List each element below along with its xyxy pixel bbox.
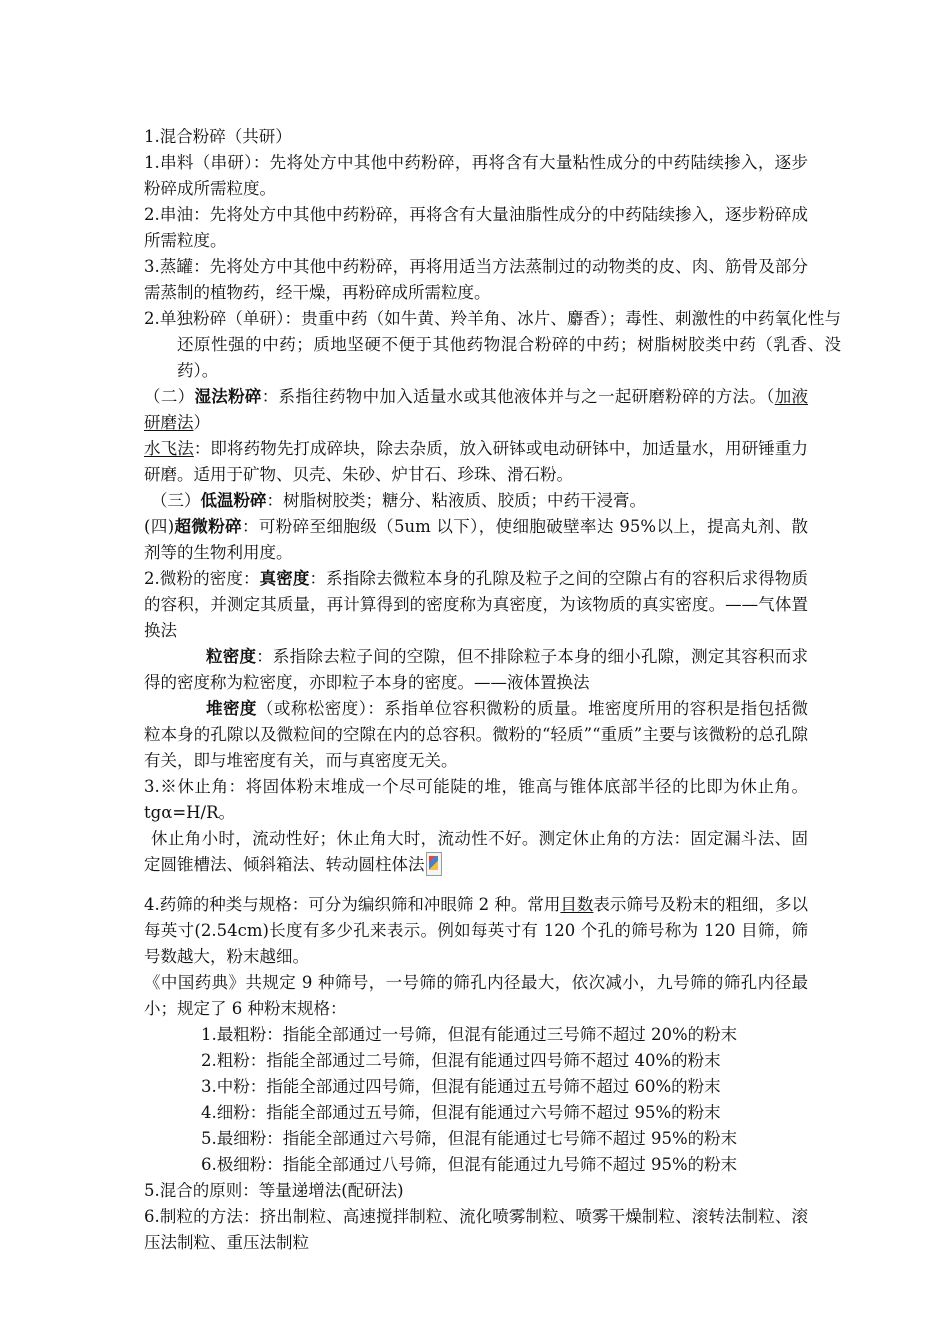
underlined-term: 目数 xyxy=(560,895,594,914)
text-run: 表示筛号及粉末的粗细，多以每英寸(2.54cm)长度有多少孔来表示。例如每英寸有 120 个孔的筛号称为 120 目筛，筛号数越大，粉末越细。 xyxy=(144,895,809,966)
paragraph xyxy=(144,696,808,774)
paragraph xyxy=(144,566,808,644)
paragraph xyxy=(144,124,808,150)
paragraph xyxy=(144,202,808,254)
bold-term: 低温粉碎 xyxy=(200,491,267,510)
bold-term: 粒密度 xyxy=(206,647,257,666)
text-run: 3.※休止角：将固体粉末堆成一个尽可能陡的堆，锥高与锥体底部半径的比即为休止角。tgα=H/R。 xyxy=(144,777,808,822)
paragraph xyxy=(144,826,808,878)
paragraph xyxy=(144,306,841,384)
paragraph xyxy=(144,384,808,436)
text-run: 4.细粉：指能全部通过五号筛，但混有能通过六号筛不超过 95%的粉末 xyxy=(201,1103,721,1122)
paragraph xyxy=(144,1178,808,1204)
text-run: 6.制粒的方法：挤出制粒、高速搅拌制粒、流化喷雾制粒、喷雾干燥制粒、滚转法制粒、滚压法制粒、重压法制粒 xyxy=(144,1207,808,1252)
text-run: 1.混合粉碎（共研） xyxy=(144,127,292,146)
text-run: ：可粉碎至细胞级（5um 以下），使细胞破壁率达 95%以上，提高丸剂、散剂等的生物利用度。 xyxy=(144,517,809,562)
text-run: 1.串料（串研）：先将处方中其他中药粉碎，再将含有大量粘性成分的中药陆续掺入，逐步粉碎成所需粒度。 xyxy=(144,153,808,198)
bold-term: 湿法粉碎 xyxy=(194,387,262,406)
text-run: ：系指往药物中加入适量水或其他液体并与之一起研磨粉碎的方法。（ xyxy=(261,387,775,406)
text-run: (四) xyxy=(144,517,175,536)
underlined-term: 加液研磨法 xyxy=(144,387,809,432)
text-run: ：树脂树胶类；糖分、粘液质、胶质；中药干浸膏。 xyxy=(266,491,646,510)
paragraph xyxy=(144,488,808,514)
paragraph xyxy=(144,774,808,826)
text-run: ：系指除去微粒本身的孔隙及粒子之间的空隙占有的容积后求得物质的容积，并测定其质量，再计算得到的密度称为真密度，为该物质的真实密度。——气体置换法 xyxy=(144,569,809,640)
list-item xyxy=(144,1074,865,1100)
paragraph xyxy=(144,254,808,306)
text-run: 休止角小时，流动性好；休止角大时，流动性不好。测定休止角的方法：固定漏斗法、固定圆锥槽法、倾斜箱法、转动圆柱体法 xyxy=(144,829,808,874)
bold-term: 堆密度 xyxy=(206,699,257,718)
text-run: 1.最粗粉：指能全部通过一号筛，但混有能通过三号筛不超过 20%的粉末 xyxy=(201,1025,738,1044)
bold-term: 真密度 xyxy=(259,569,310,588)
paragraph xyxy=(144,514,808,566)
text-run: （三） xyxy=(151,491,201,510)
paragraph xyxy=(144,150,808,202)
text-run: 2.微粉的密度： xyxy=(144,569,260,588)
broken-image-icon xyxy=(426,852,442,876)
text-run: 4.药筛的种类与规格：可分为编织筛和冲眼筛 2 种。常用 xyxy=(144,895,561,914)
paragraph xyxy=(144,436,808,488)
text-run: 6.极细粉：指能全部通过八号筛，但混有能通过九号筛不超过 95%的粉末 xyxy=(201,1155,738,1174)
paragraph xyxy=(144,1204,808,1256)
text-run: 3.中粉：指能全部通过四号筛，但混有能通过五号筛不超过 60%的粉末 xyxy=(201,1077,721,1096)
text-run: 《中国药典》共规定 9 种筛号，一号筛的筛孔内径最大，依次减小，九号筛的筛孔内径最小；规定了 6 种粉末规格： xyxy=(144,973,808,1018)
text-run: 5.最细粉：指能全部通过六号筛，但混有能通过七号筛不超过 95%的粉末 xyxy=(201,1129,738,1148)
text-run: 2.单独粉碎（单研）：贵重中药（如牛黄、羚羊角、冰片、麝香）；毒性、刺激性的中药氧化性与还原性强的中药；质地坚硬不便于其他药物混合粉碎的中药；树脂树胶类中药（乳香、没药）。 xyxy=(144,309,841,380)
paragraph xyxy=(144,892,808,970)
text-run: （二） xyxy=(144,387,195,406)
text-run: 5.混合的原则：等量递增法(配研法) xyxy=(144,1181,404,1200)
text-run: 2.串油：先将处方中其他中药粉碎，再将含有大量油脂性成分的中药陆续掺入，逐步粉碎成所需粒度。 xyxy=(144,205,808,250)
paragraph xyxy=(144,970,808,1022)
text-run: 3.蒸罐：先将处方中其他中药粉碎，再将用适当方法蒸制过的动物类的皮、肉、筋骨及部分需蒸制的植物药，经干燥，再粉碎成所需粒度。 xyxy=(144,257,808,302)
list-item xyxy=(144,1100,865,1126)
bold-term: 超微粉碎 xyxy=(174,517,243,536)
text-run: 2.粗粉：指能全部通过二号筛，但混有能通过四号筛不超过 40%的粉末 xyxy=(201,1051,721,1070)
list-item xyxy=(144,1022,865,1048)
list-item xyxy=(144,1126,865,1152)
text-run: ：即将药物先打成碎块，除去杂质，放入研钵或电动研钵中，加适量水，用研锤重力研磨。适用于矿物、贝壳、朱砂、炉甘石、珍珠、滑石粉。 xyxy=(144,439,809,484)
text-run: ） xyxy=(193,413,210,432)
text-run: （或称松密度）：系指单位容积微粉的质量。堆密度所用的容积是指包括微粒本身的孔隙以及微粒间的空隙在内的总容积。微粉的“轻质”“重质”主要与该微粉的总孔隙有关，即与堆密度有关，而与真密度无关。 xyxy=(144,699,809,770)
list-item xyxy=(144,1152,865,1178)
list-item xyxy=(144,1048,865,1074)
text-run: ：系指除去粒子间的空隙，但不排除粒子本身的细小孔隙，测定其容积而求得的密度称为粒密度，亦即粒子本身的密度。——液体置换法 xyxy=(144,647,809,692)
underlined-term: 水飞法 xyxy=(144,439,194,458)
paragraph xyxy=(144,644,808,696)
